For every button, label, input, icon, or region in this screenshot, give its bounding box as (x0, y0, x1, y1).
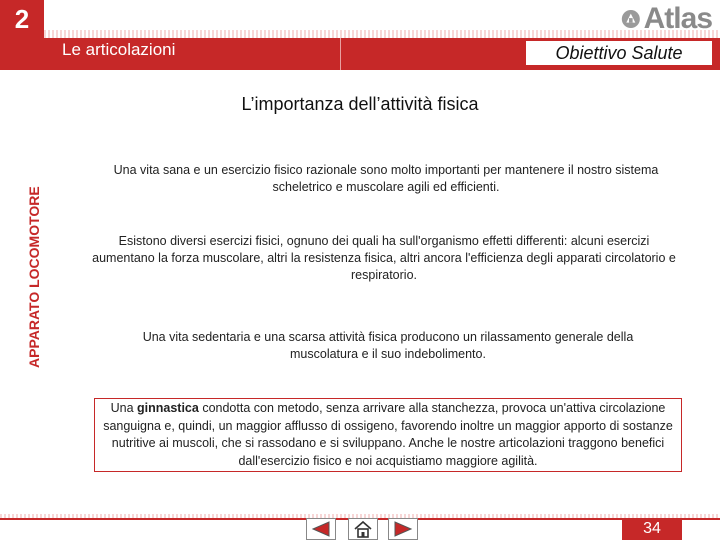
page-header-title: Le articolazioni (62, 40, 176, 59)
tab-obiettivo-salute-label: Obiettivo Salute (555, 42, 683, 63)
atlas-logo (620, 4, 712, 34)
paragraph-exercise-types: Esistono diversi esercizi fisici, ognuno dei quali ha sull'organismo effetti differenti: alcuni esercizi aumentano la forza muscolare, altri la resistenza fisica, altri ancora l'efficienza degli apparati circolatorio e respiratorio. (92, 234, 676, 282)
home-button[interactable] (348, 518, 378, 540)
chapter-badge (0, 0, 44, 38)
highlight-text-end: condotta con metodo, senza arrivare alla stanchezza, provoca un'attiva circolazione sanguigna e, quindi, un maggior afflusso di ossigeno, favorendo inoltre un maggior apporto di sostanze nutritive ai muscoli, che si rassodano e si sviluppano. Anche le nostre articolazioni traggono benefici dall'esercizio fisico e noi acquistiamo maggiore agilità. (103, 401, 673, 468)
page-number-badge (622, 518, 682, 540)
page-number: 34 (643, 520, 661, 537)
paragraph-healthy-life: Una vita sana e un esercizio fisico razionale sono molto importanti per mantenere il nostro sistema scheletrico e muscolare agili ed efficienti. (113, 163, 659, 194)
triangle-left-icon (310, 521, 332, 537)
section-title: L’importanza dell’attività fisica (241, 94, 479, 114)
highlight-text-start: Una (110, 401, 138, 415)
previous-button[interactable] (306, 518, 336, 540)
atlas-logo-icon (620, 7, 642, 31)
chapter-number: 2 (14, 3, 30, 34)
logo-text: Atlas (643, 2, 712, 35)
sidebar-vertical-label: APPARATO LOCOMOTORE (26, 186, 42, 368)
highlight-box (94, 398, 682, 472)
header-stripe (0, 30, 720, 38)
header-divider (340, 38, 341, 70)
paragraph-sedentary-life: Una vita sedentaria e una scarsa attività fisica producono un rilassamento generale della muscolatura e il suo indebolimento. (142, 330, 634, 361)
highlight-bold-term: ginnastica (137, 401, 199, 415)
home-icon (352, 520, 374, 538)
next-button[interactable] (388, 518, 418, 540)
tab-obiettivo-salute[interactable] (524, 39, 714, 67)
triangle-right-icon (392, 521, 414, 537)
